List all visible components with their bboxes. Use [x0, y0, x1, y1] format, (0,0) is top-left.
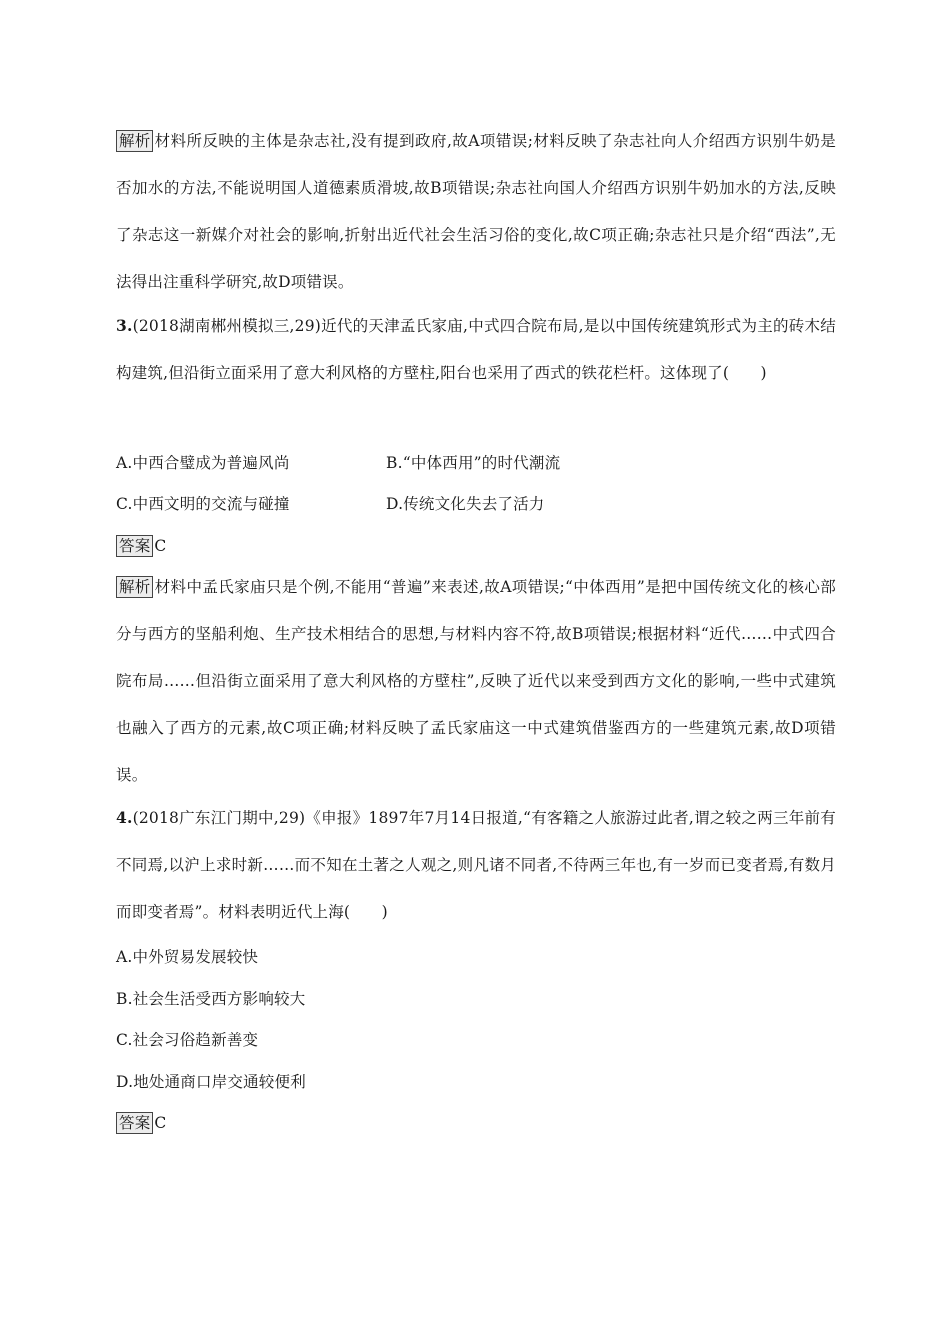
analysis-paragraph-1	[116, 118, 836, 306]
q3-answer-row	[116, 534, 166, 558]
q3-option-c: C.中西文明的交流与碰撞	[116, 495, 290, 513]
analysis-text-1: 材料所反映的主体是杂志社,没有提到政府,故A项错误;材料反映了杂志社向人介绍西方识别牛奶是否加水的方法,不能说明国人道德素质滑坡,故B项错误;杂志社向国人介绍西方识别牛奶加水的方法,反映了杂志这一新媒介对社会的影响,折射出近代社会生活习俗的变化,故C项正确;杂志社只是介绍“西法”,无法得出注重科学研究,故D项错误。	[116, 132, 836, 291]
q4-option-b: B.社会生活受西方影响较大	[116, 990, 306, 1008]
q3-answer-value: C	[154, 537, 167, 555]
analysis-tag: 解析	[116, 576, 153, 598]
q4-option-c: C.社会习俗趋新善变	[116, 1031, 259, 1049]
analysis-tag: 解析	[116, 130, 153, 152]
q3-option-b: B.“中体西用”的时代潮流	[386, 454, 561, 472]
answer-tag: 答案	[116, 535, 153, 557]
q3-option-a: A.中西合璧成为普遍风尚	[116, 454, 290, 472]
question-4-stem-text: (2018广东江门期中,29)《申报》1897年7月14日报道,“有客籍之人旅游过此者,谓之较之两三年前有不同焉,以沪上求时新……而不知在土著之人观之,则凡诸不同者,不待两三年也,有一岁而已变者焉,有数月而即变者焉”。材料表明近代上海( )	[116, 809, 836, 921]
q4-answer-value: C	[154, 1114, 167, 1132]
question-3-number: 3.	[116, 316, 133, 335]
q3-analysis-text: 材料中孟氏家庙只是个例,不能用“普遍”来表述,故A项错误;“中体西用”是把中国传统文化的核心部分与西方的坚船利炮、生产技术相结合的思想,与材料内容不符,故B项错误;根据材料“近代……中式四合院布局……但沿街立面采用了意大利风格的方壁柱”,反映了近代以来受到西方文化的影响,一些中式建筑也融入了西方的元素,故C项正确;材料反映了孟氏家庙这一中式建筑借鉴西方的一些建筑元素,故D项错误。	[116, 578, 836, 784]
question-4-stem	[116, 794, 836, 936]
question-3-stem	[116, 302, 836, 397]
q4-option-d: D.地处通商口岸交通较便利	[116, 1073, 306, 1091]
q4-option-a: A.中外贸易发展较快	[116, 948, 259, 966]
q3-analysis-paragraph	[116, 564, 836, 799]
answer-tag: 答案	[116, 1112, 153, 1134]
q3-option-d: D.传统文化失去了活力	[386, 495, 545, 513]
question-3-stem-text: (2018湖南郴州模拟三,29)近代的天津孟氏家庙,中式四合院布局,是以中国传统建筑形式为主的砖木结构建筑,但沿街立面采用了意大利风格的方壁柱,阳台也采用了西式的铁花栏杆。这体现了( )	[116, 317, 836, 382]
question-4-number: 4.	[116, 808, 133, 827]
q4-answer-row	[116, 1111, 166, 1135]
